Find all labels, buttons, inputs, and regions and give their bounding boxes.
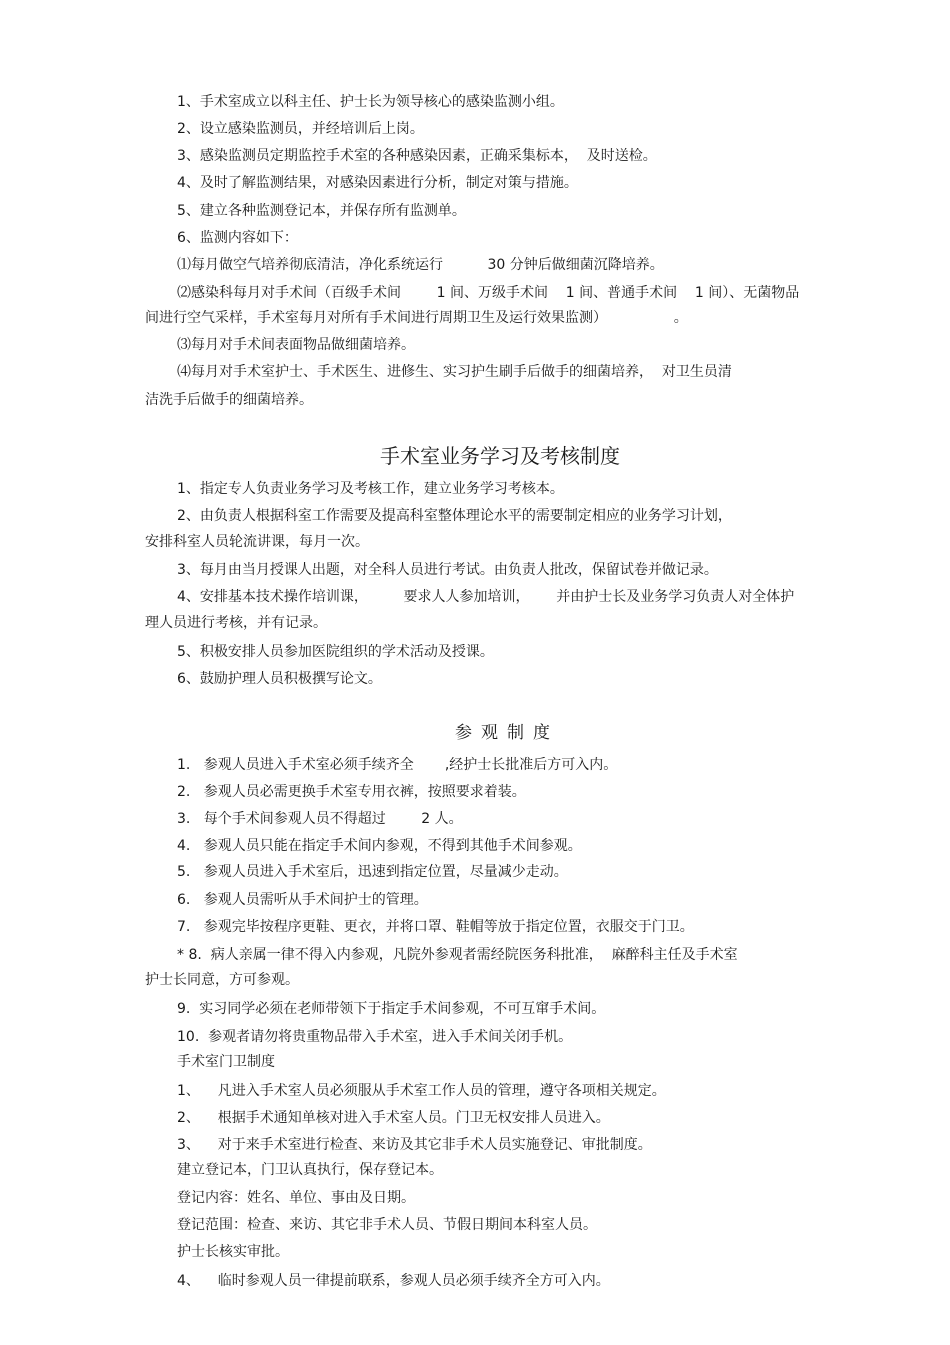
visit-item-4: 4. 参观人员只能在指定手术间内参观，不得到其他手术间参观。 [177, 838, 582, 854]
monitor-item-1: ⑴每月做空气培养彻底清洁，净化系统运行 30 分钟后做细菌沉降培养。 [177, 257, 664, 273]
visit-item-7: 7. 参观完毕按程序更鞋、更衣，并将口罩、鞋帽等放于指定位置，衣服交于门卫。 [177, 919, 694, 935]
monitor-item-2: ⑵感染科每月对手术间（百级手术间 1 间、万级手术间 1 间、普通手术间 1 间）、无菌物品 [177, 285, 800, 301]
study-item-2: 2、由负责人根据科室工作需要及提高科室整体理论水平的需要制定相应的业务学习计划， [177, 508, 732, 524]
study-item-1: 1、指定专人负责业务学习及考核工作，建立业务学习考核本。 [177, 481, 564, 497]
visit-item-9: 9. 实习同学必须在老师带领下于指定手术间参观，不可互窜手术间。 [177, 1001, 606, 1017]
visit-item-1: 1. 参观人员进入手术室必须手续齐全 ,经护士长批准后方可入内。 [177, 757, 618, 773]
visit-item-6: 6. 参观人员需听从手术间护士的管理。 [177, 892, 428, 908]
monitor-item-3: ⑶每月对手术间表面物品做细菌培养。 [177, 337, 415, 353]
visit-item-3: 3. 每个手术间参观人员不得超过 2 人。 [177, 811, 463, 827]
infection-item-6: 6、监测内容如下： [177, 230, 298, 246]
infection-item-3: 3、感染监测员定期监控手术室的各种感染因素，正确采集标本， 及时送检。 [177, 148, 657, 164]
gatekeeper-item-1: 1、 凡进入手术室人员必须服从手术室工作人员的管理，遵守各项相关规定。 [177, 1083, 666, 1099]
study-item-6: 6、鼓励护理人员积极撰写论文。 [177, 671, 382, 687]
visit-item-5: 5. 参观人员进入手术室后，迅速到指定位置，尽量减少走动。 [177, 864, 568, 880]
gatekeeper-note-4: 护士长核实审批。 [177, 1244, 289, 1260]
study-item-2-cont: 安排科室人员轮流讲课，每月一次。 [145, 534, 369, 550]
infection-item-1: 1、手术室成立以科主任、护士长为领导核心的感染监测小组。 [177, 94, 564, 110]
study-item-4: 4、安排基本技术操作培训课， 要求人人参加培训， 并由护士长及业务学习负责人对全体护 [177, 589, 795, 605]
visit-rules-title: 参观制度 [455, 723, 559, 743]
gatekeeper-note-3: 登记范围：检查、来访、其它非手术人员、节假日期间本科室人员。 [177, 1217, 597, 1233]
gatekeeper-note-2: 登记内容：姓名、单位、事由及日期。 [177, 1190, 415, 1206]
study-item-5: 5、积极安排人员参加医院组织的学术活动及授课。 [177, 644, 494, 660]
study-item-3: 3、每月由当月授课人出题，对全科人员进行考试。由负责人批改，保留试卷并做记录。 [177, 562, 718, 578]
monitor-item-4-cont: 洁洗手后做手的细菌培养。 [145, 392, 313, 408]
visit-item-8: * 8. 病人亲属一律不得入内参观，凡院外参观者需经院医务科批准， 麻醉科主任及手术室 [177, 947, 738, 963]
gatekeeper-item-2: 2、 根据手术通知单核对进入手术室人员。门卫无权安排人员进入。 [177, 1110, 610, 1126]
study-item-4-cont: 理人员进行考核，并有记录。 [145, 615, 327, 631]
visit-item-10: 10. 参观者请勿将贵重物品带入手术室，进入手术间关闭手机。 [177, 1029, 573, 1045]
gatekeeper-note-1: 建立登记本，门卫认真执行，保存登记本。 [177, 1162, 443, 1178]
visit-item-8-cont: 护士长同意，方可参观。 [145, 972, 299, 988]
gatekeeper-item-4: 4、 临时参观人员一律提前联系，参观人员必须手续齐全方可入内。 [177, 1273, 610, 1289]
monitor-item-2-cont: 间进行空气采样，手术室每月对所有手术间进行周期卫生及运行效果监测） 。 [145, 310, 688, 326]
monitor-item-4: ⑷每月对手术室护士、手术医生、进修生、实习护生刷手后做手的细菌培养， 对卫生员清 [177, 364, 732, 380]
infection-item-2: 2、设立感染监测员，并经培训后上岗。 [177, 121, 424, 137]
visit-item-2: 2. 参观人员必需更换手术室专用衣裤，按照要求着装。 [177, 784, 526, 800]
gatekeeper-heading: 手术室门卫制度 [177, 1054, 275, 1070]
infection-item-5: 5、建立各种监测登记本，并保存所有监测单。 [177, 203, 466, 219]
gatekeeper-item-3: 3、 对于来手术室进行检查、来访及其它非手术人员实施登记、审批制度。 [177, 1137, 652, 1153]
infection-item-4: 4、及时了解监测结果，对感染因素进行分析，制定对策与措施。 [177, 175, 578, 191]
study-assessment-title: 手术室业务学习及考核制度 [380, 444, 620, 468]
